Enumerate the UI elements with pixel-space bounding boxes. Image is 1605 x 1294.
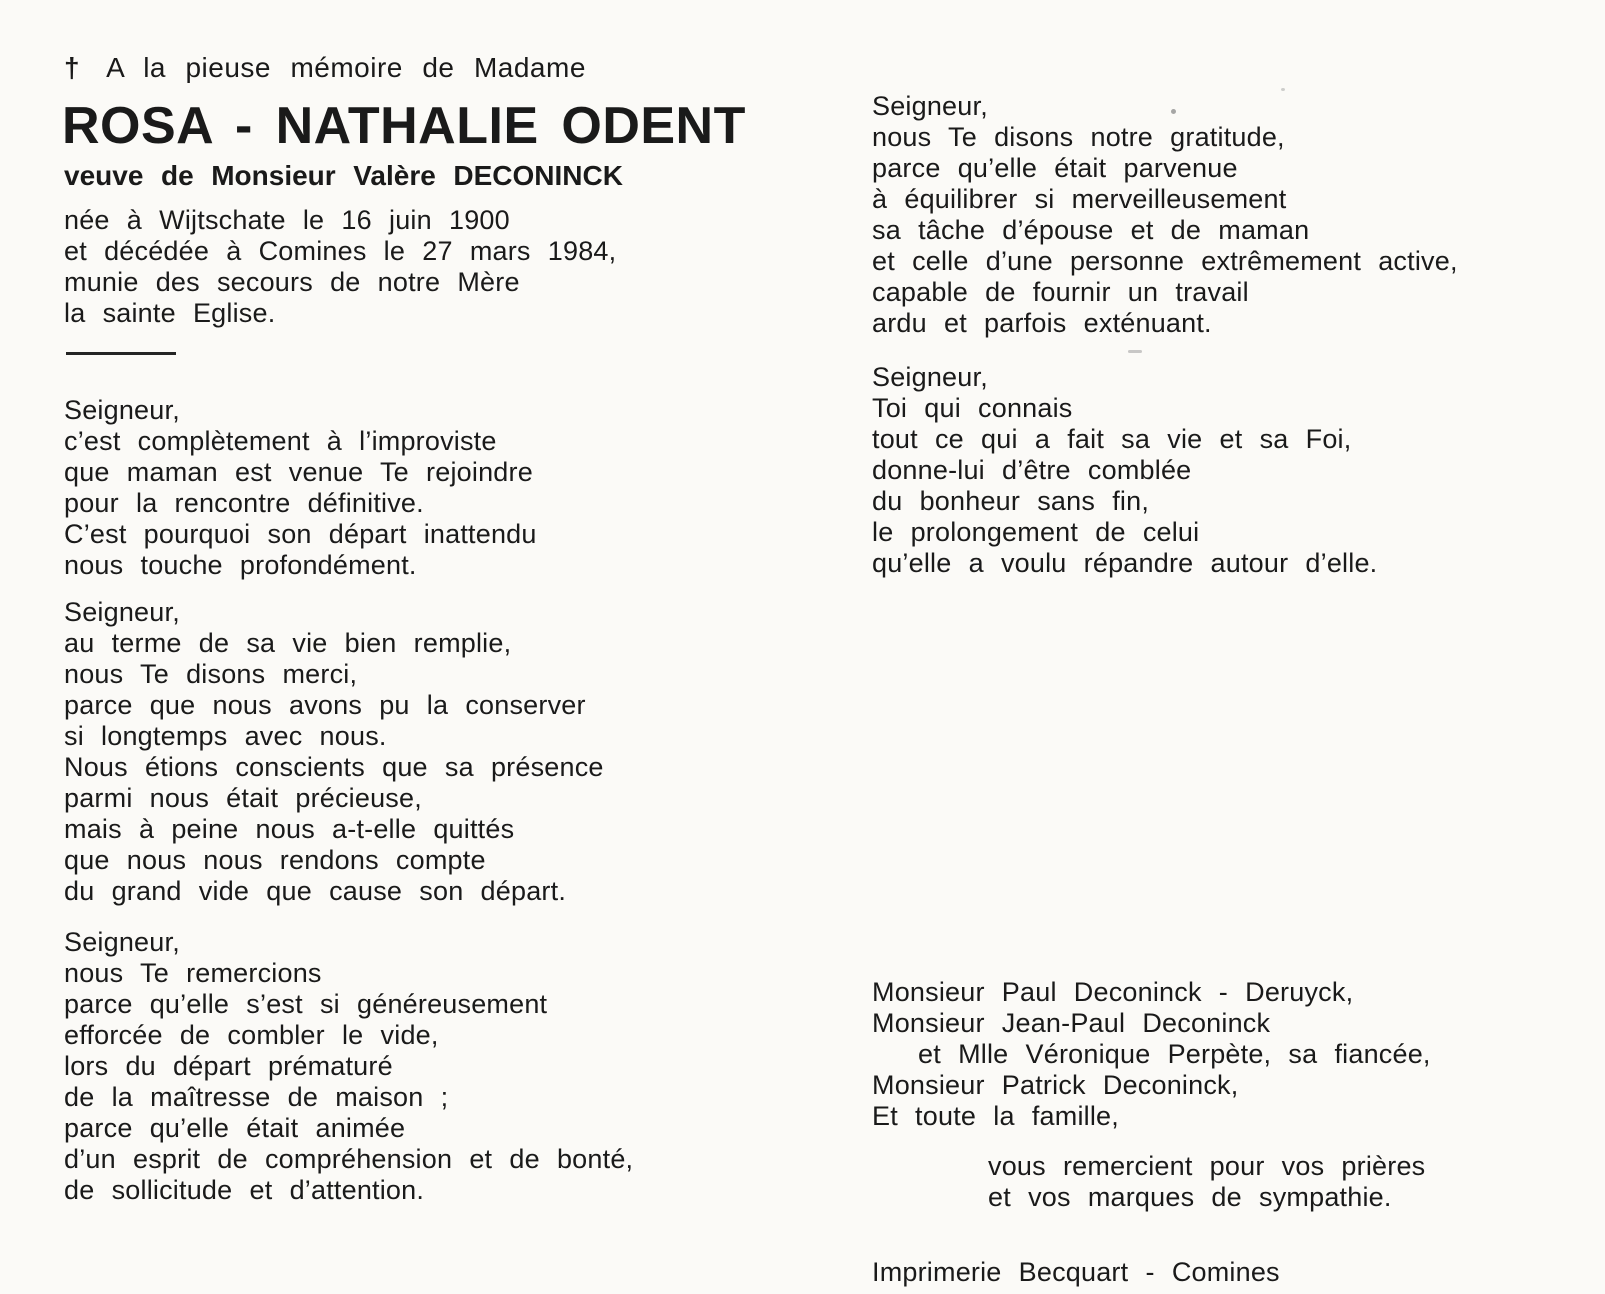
- divider-rule: [66, 352, 176, 355]
- text-line: de sollicitude et d’attention.: [64, 1175, 425, 1205]
- text-line: d’un esprit de compréhension et de bonté,: [64, 1144, 634, 1174]
- text-line: Seigneur,: [64, 927, 180, 957]
- text-line: Seigneur,: [64, 597, 180, 627]
- family-member: Monsieur Patrick Deconinck,: [872, 1070, 1239, 1100]
- text-line: du grand vide que cause son départ.: [64, 876, 567, 906]
- text-line: vous remercient pour vos prières: [988, 1151, 1426, 1181]
- text-line: la sainte Eglise.: [64, 298, 276, 328]
- family-member: et Mlle Véronique Perpète, sa fiancée,: [918, 1039, 1431, 1069]
- text-line: tout ce qui a fait sa vie et sa Foi,: [872, 424, 1352, 454]
- text-line: du bonheur sans fin,: [872, 486, 1150, 516]
- text-line: C’est pourquoi son départ inattendu: [64, 519, 537, 549]
- scan-speck: [1171, 109, 1176, 114]
- deceased-name: ROSA - NATHALIE ODENT: [62, 97, 746, 155]
- text-line: donne-lui d’être comblée: [872, 455, 1192, 485]
- prayer-paragraph-3: [64, 927, 633, 1206]
- family-closing: Et toute la famille,: [872, 1101, 1119, 1131]
- printer-credit: Imprimerie Becquart - Comines: [872, 1257, 1280, 1287]
- text-line: efforcée de combler le vide,: [64, 1020, 439, 1050]
- text-line: sa tâche d’épouse et de maman: [872, 215, 1310, 245]
- text-line: capable de fournir un travail: [872, 277, 1249, 307]
- text-line: Nous étions conscients que sa présence: [64, 752, 604, 782]
- text-line: et vos marques de sympathie.: [988, 1182, 1392, 1212]
- pious-memory-line: [64, 52, 586, 84]
- text-line: c’est complètement à l’improviste: [64, 426, 497, 456]
- text-line: nous Te remercions: [64, 958, 322, 988]
- prayer-paragraph-2: [64, 597, 604, 907]
- text-line: et celle d’une personne extrêmement active,: [872, 246, 1458, 276]
- text-line: nous touche profondément.: [64, 550, 417, 580]
- cross-icon: †: [64, 52, 81, 83]
- scan-speck: [1128, 350, 1142, 353]
- text-line: Seigneur,: [872, 91, 988, 121]
- text-line: de la maîtresse de maison ;: [64, 1082, 449, 1112]
- pious-memory-text: A la pieuse mémoire de Madame: [106, 52, 586, 83]
- widow-of-line: veuve de Monsieur Valère DECONINCK: [64, 160, 623, 191]
- text-line: Seigneur,: [872, 362, 988, 392]
- scan-speck: [1281, 88, 1285, 91]
- birth-death-block: [64, 205, 616, 329]
- text-line: pour la rencontre définitive.: [64, 488, 424, 518]
- text-line: parce qu’elle était parvenue: [872, 153, 1238, 183]
- text-line: nous Te disons merci,: [64, 659, 358, 689]
- text-line: parce que nous avons pu la conserver: [64, 690, 586, 720]
- text-line: ardu et parfois exténuant.: [872, 308, 1212, 338]
- text-line: parmi nous était précieuse,: [64, 783, 422, 813]
- text-line: mais à peine nous a-t-elle quittés: [64, 814, 515, 844]
- text-line: qu’elle a voulu répandre autour d’elle.: [872, 548, 1378, 578]
- prayer-paragraph-4: [872, 91, 1458, 339]
- text-line: munie des secours de notre Mère: [64, 267, 520, 297]
- text-line: Toi qui connais: [872, 393, 1073, 423]
- thanks-block: [988, 1151, 1425, 1213]
- text-line: le prolongement de celui: [872, 517, 1200, 547]
- family-member: Monsieur Jean-Paul Deconinck: [872, 1008, 1271, 1038]
- family-names-block: [872, 977, 1431, 1132]
- text-line: lors du départ prématuré: [64, 1051, 393, 1081]
- prayer-paragraph-1: [64, 395, 537, 581]
- text-line: à équilibrer si merveilleusement: [872, 184, 1287, 214]
- text-line: et décédée à Comines le 27 mars 1984,: [64, 236, 617, 266]
- family-member: Monsieur Paul Deconinck - Deruyck,: [872, 977, 1354, 1007]
- text-line: Seigneur,: [64, 395, 180, 425]
- prayer-paragraph-5: [872, 362, 1377, 579]
- text-line: parce qu’elle était animée: [64, 1113, 406, 1143]
- text-line: si longtemps avec nous.: [64, 721, 387, 751]
- text-line: que nous nous rendons compte: [64, 845, 486, 875]
- text-line: nous Te disons notre gratitude,: [872, 122, 1285, 152]
- text-line: au terme de sa vie bien remplie,: [64, 628, 512, 658]
- text-line: parce qu’elle s’est si généreusement: [64, 989, 548, 1019]
- text-line: née à Wijtschate le 16 juin 1900: [64, 205, 510, 235]
- text-line: que maman est venue Te rejoindre: [64, 457, 533, 487]
